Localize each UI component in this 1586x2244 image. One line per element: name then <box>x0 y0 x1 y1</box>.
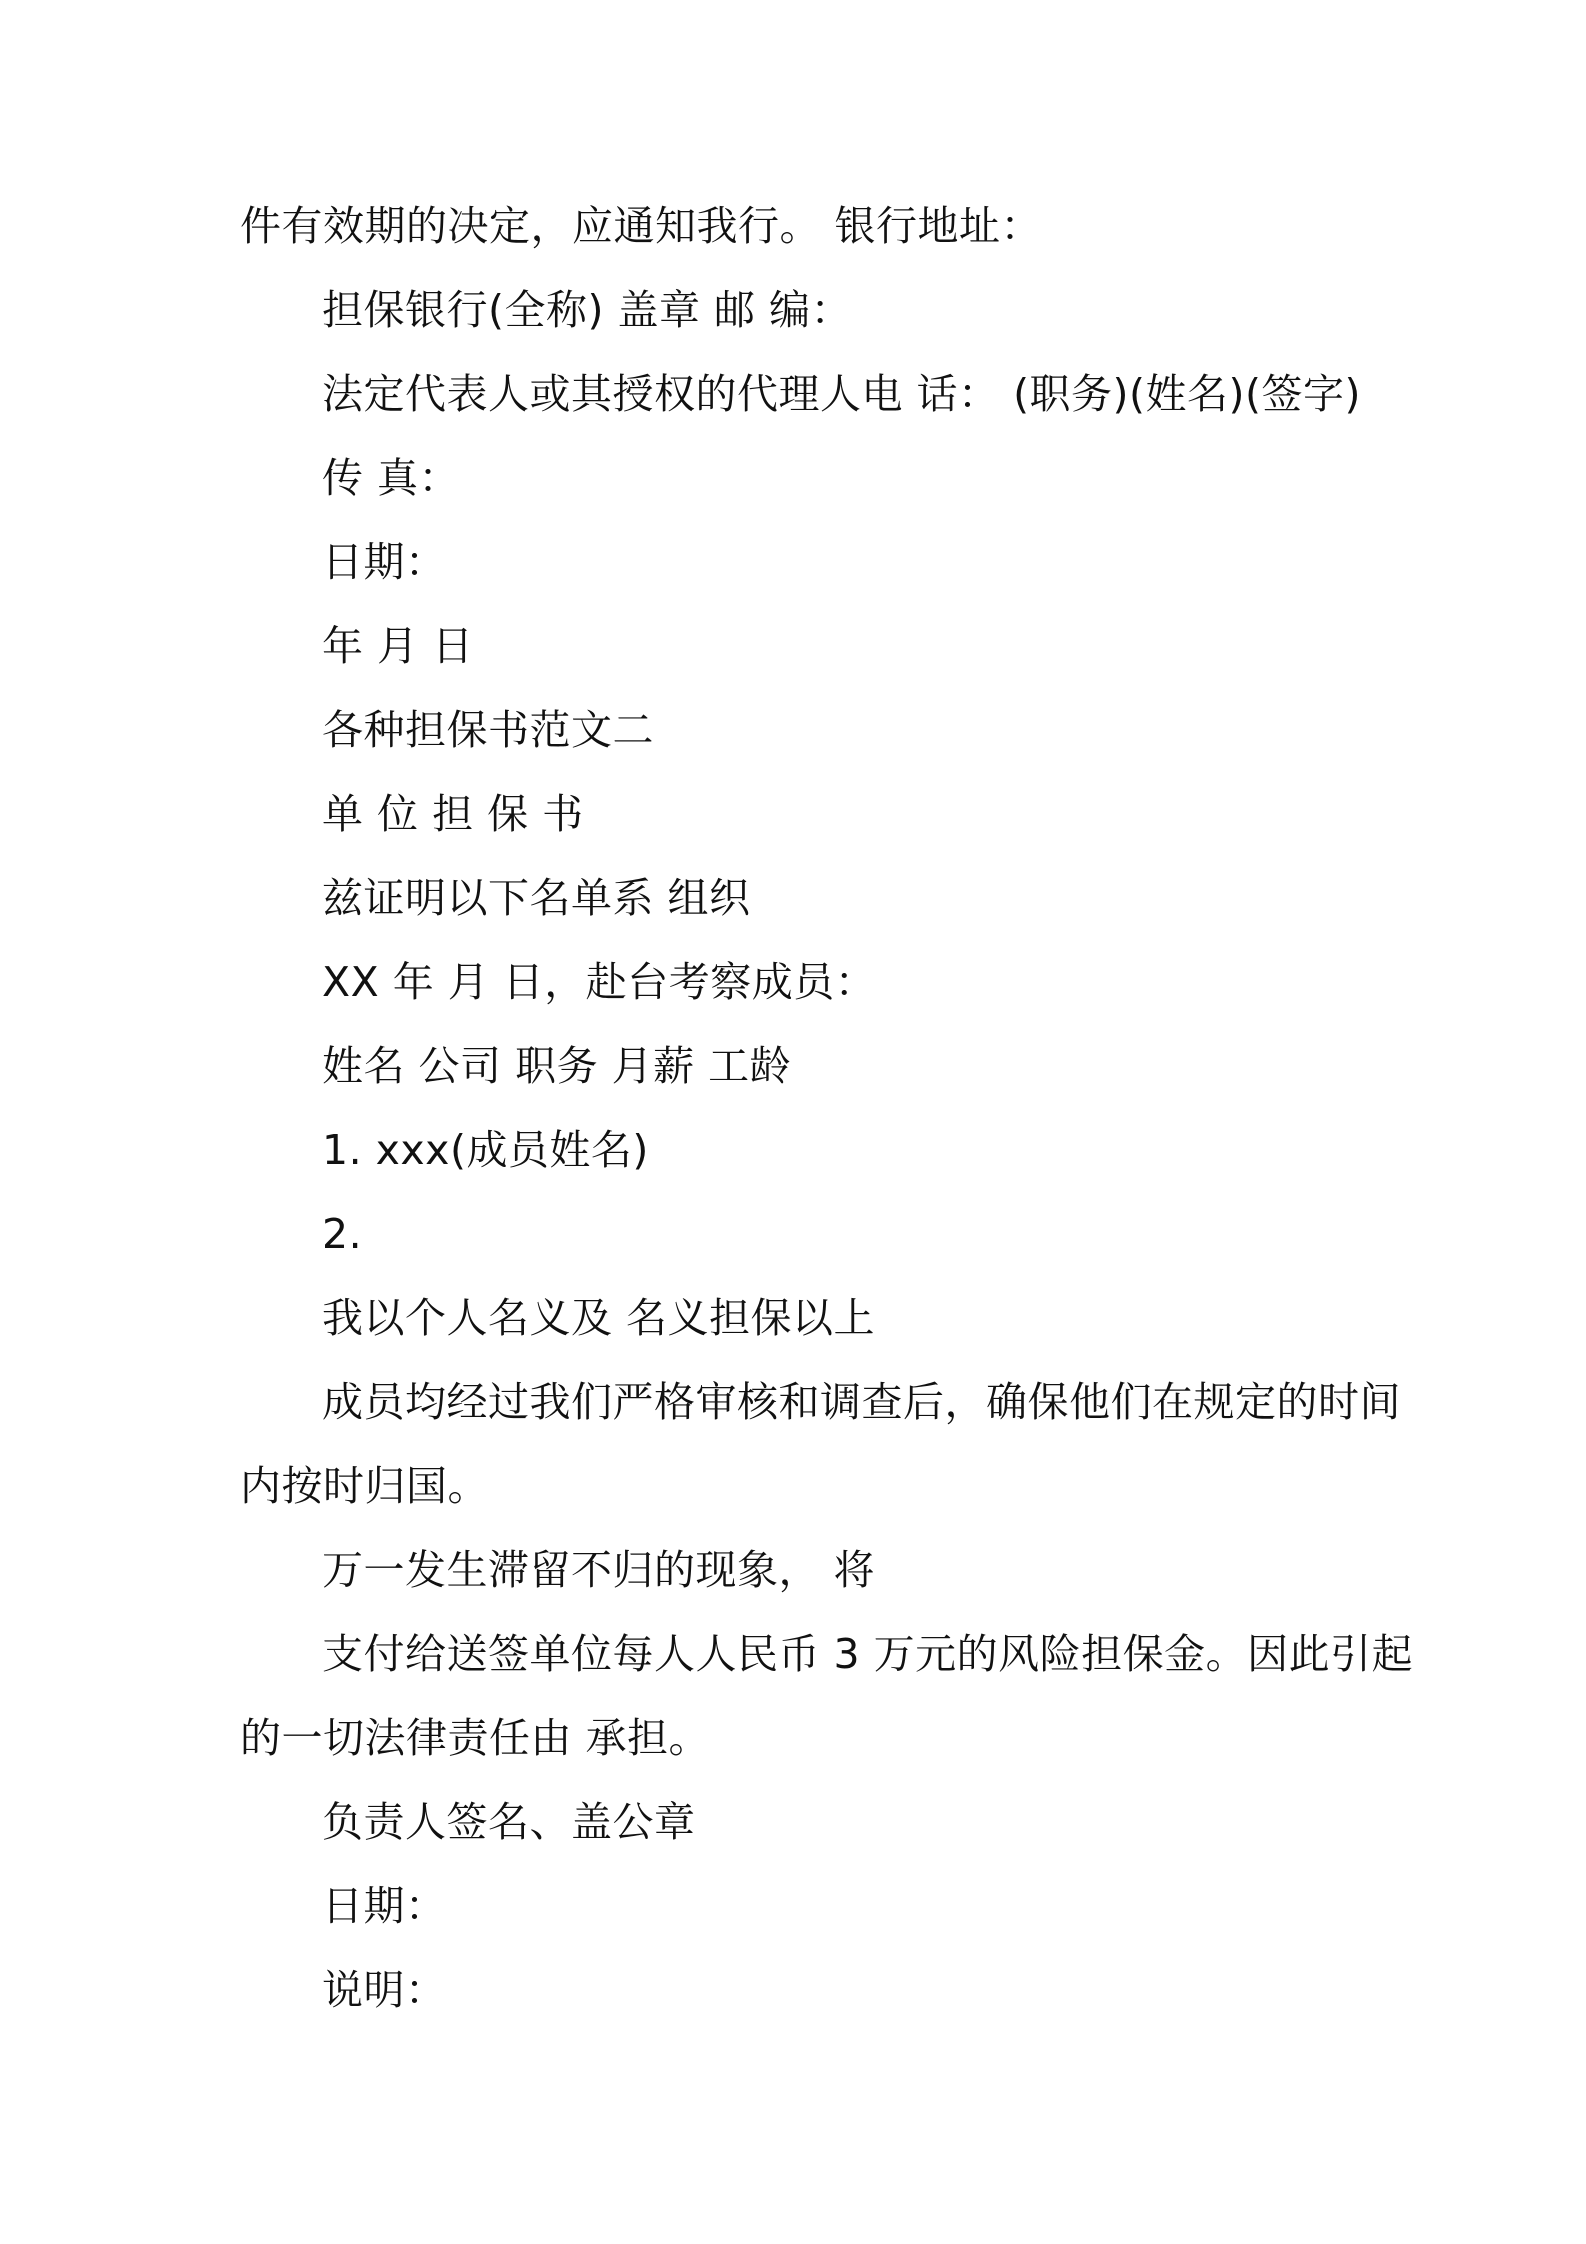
text-line: 负责人签名、盖公章 <box>322 1798 696 1846</box>
text-line: 件有效期的决定，应通知我行。 银行地址： <box>240 202 1043 250</box>
text-line: 担保银行(全称) 盖章 邮 编： <box>322 286 853 334</box>
text-line: 日期： <box>322 1882 447 1930</box>
text-line: 我以个人名义及 名义担保以上 <box>322 1294 876 1342</box>
text-line: 年 月 日 <box>322 622 474 670</box>
text-line: 法定代表人或其授权的代理人电 话： (职务)(姓名)(签字) <box>322 370 1362 418</box>
list-item: 1. xxx(成员姓名) <box>322 1126 649 1174</box>
text-line: 内按时归国。 <box>240 1462 489 1510</box>
text-line: 支付给送签单位每人人民币 3 万元的风险担保金。因此引起 <box>322 1630 1414 1678</box>
section-title: 各种担保书范文二 <box>322 706 654 754</box>
text-line: 兹证明以下名单系 组织 <box>322 874 751 922</box>
list-item: 2. <box>322 1210 363 1258</box>
text-line: XX 年 月 日，赴台考察成员： <box>322 958 877 1006</box>
text-line: 传 真： <box>322 454 461 502</box>
text-line: 的一切法律责任由 承担。 <box>240 1714 711 1762</box>
table-header-line: 姓名 公司 职务 月薪 工龄 <box>322 1042 792 1090</box>
text-line: 说明： <box>322 1966 447 2014</box>
text-line: 万一发生滞留不归的现象， 将 <box>322 1546 876 1594</box>
text-line: 成员均经过我们严格审核和调查后，确保他们在规定的时间 <box>322 1378 1401 1426</box>
text-line: 日期： <box>322 538 447 586</box>
document-title: 单 位 担 保 书 <box>322 790 584 838</box>
